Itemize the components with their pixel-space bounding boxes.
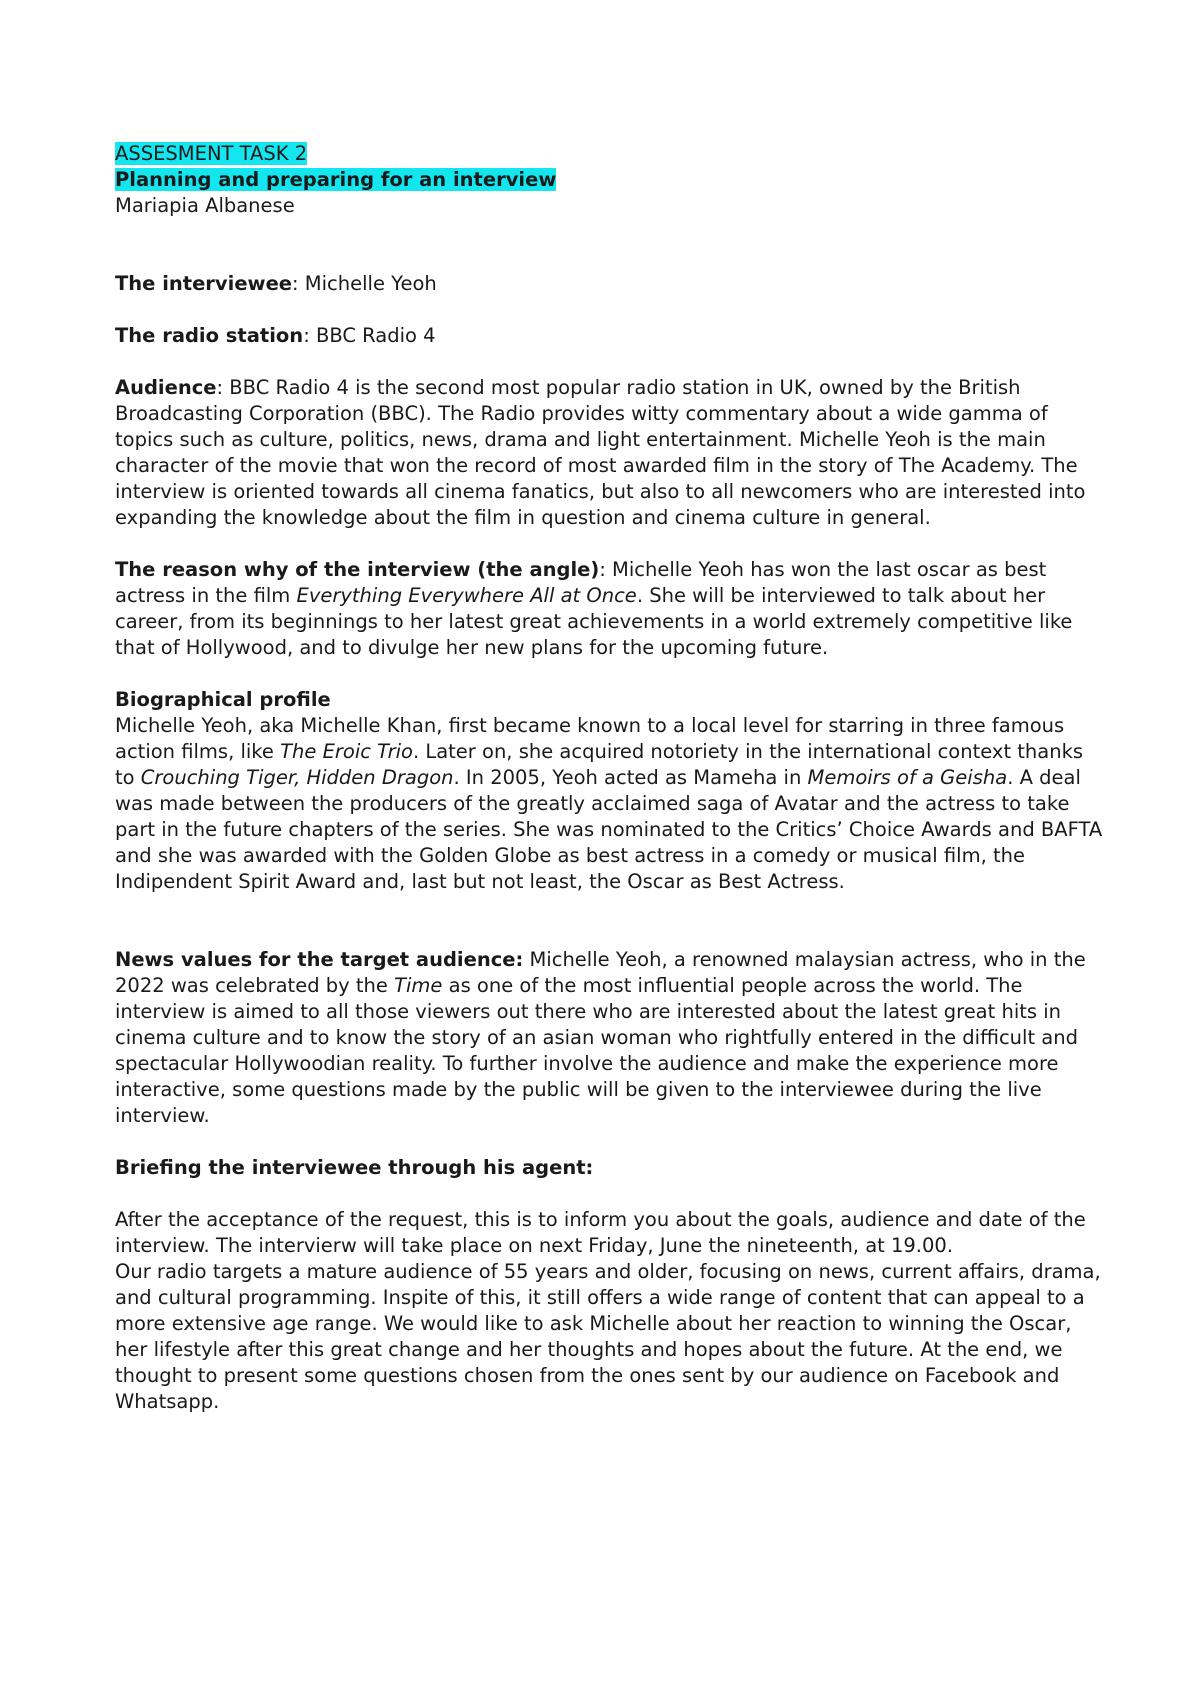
subtitle-line — [115, 167, 1105, 193]
audience-paragraph — [115, 375, 1105, 531]
news-values-paragraph — [115, 947, 1105, 1129]
bio-text-3: . In 2005, Yeoh acted as Mameha in — [453, 766, 808, 789]
document-header — [115, 141, 1105, 167]
bio-text-2: . Later on, she acquired notoriety in the international context thanks to — [115, 740, 1084, 789]
author-name: Mariapia Albanese — [115, 194, 295, 217]
bio-film-2: Crouching Tiger, Hidden Dragon — [140, 766, 454, 789]
radio-station-value: : BBC Radio 4 — [303, 324, 436, 347]
news-values-text-2: as one of the most influential people across the world. The interview is aimed to all those viewers out there who are interested about the latest great hits in cinema culture and to know the story of an asian woman who rightfully entered in the difficult and spectacular Hollywoodian reality. To further involve the audience and make the experience more interactive, some questions made by the public will be given to the interviewee during the live interview. — [115, 974, 1078, 1127]
document-page — [115, 141, 1105, 1415]
briefing-paragraph-1: After the acceptance of the request, this is to inform you about the goals, audience and date of the interview. The intervierw will take place on next Friday, June the nineteenth, at 19.00. — [115, 1208, 1086, 1257]
bio-heading: Biographical profile — [115, 688, 331, 711]
interviewee-value: : Michelle Yeoh — [292, 272, 437, 295]
audience-label: Audience — [115, 376, 217, 399]
bio-film-3: Memoirs of a Geisha — [807, 766, 1008, 789]
angle-film-title: Everything Everywhere All at Once — [296, 584, 637, 607]
angle-text-after: . She will be interviewed to talk about her career, from its beginnings to her latest great achievements in a world extremely competitive like that of Hollywood, and to divulge her new plans for the upcoming future. — [115, 584, 1073, 659]
angle-label: The reason why of the interview (the angle) — [115, 558, 600, 581]
bio-film-1: The Eroic Trio — [280, 740, 413, 763]
interviewee-paragraph — [115, 271, 1105, 297]
bio-paragraph — [115, 713, 1105, 895]
interviewee-label: The interviewee — [115, 272, 293, 295]
angle-paragraph — [115, 557, 1105, 661]
news-values-text-1: Michelle Yeoh, a renowned malaysian actress, who in the 2022 was celebrated by the — [115, 948, 1086, 997]
radio-station-paragraph — [115, 323, 1105, 349]
briefing-heading: Briefing the interviewee through his agent: — [115, 1156, 594, 1179]
news-values-label: News values for the target audience: — [115, 948, 524, 971]
document-subtitle: Planning and preparing for an interview — [115, 168, 557, 191]
bio-text-1: Michelle Yeoh, aka Michelle Khan, first became known to a local level for starring in three famous action films, like — [115, 714, 1065, 763]
audience-text: : BBC Radio 4 is the second most popular radio station in UK, owned by the British Broadcasting Corporation (BBC). The Radio provides witty commentary about a wide gamma of topics such as culture, politics, news, drama and light entertainment. Michelle Yeoh is the main character of the movie that won the record of most awarded film in the story of The Academy. The interview is oriented towards all cinema fanatics, but also to all newcomers who are interested into expanding the knowledge about the film in question and cinema culture in general. — [115, 376, 1086, 529]
angle-text-before: : Michelle Yeoh has won the last oscar as best actress in the film — [115, 558, 1047, 607]
bio-text-4: . A deal was made between the producers of the greatly acclaimed saga of Avatar and the actress to take part in the future chapters of the series. She was nominated to the Critics’ Choice Awards and BAFTA and she was awarded with the Golden Globe as best actress in a comedy or musical film, the Indipendent Spirit Award and, last but not least, the Oscar as Best Actress. — [115, 766, 1103, 893]
radio-station-label: The radio station — [115, 324, 304, 347]
news-values-magazine: Time — [394, 974, 443, 997]
task-title: ASSESMENT TASK 2 — [115, 142, 308, 165]
briefing-paragraph-2: Our radio targets a mature audience of 55 years and older, focusing on news, current affairs, drama, and cultural programming. Inspite of this, it still offers a wide range of content that can appeal to a more extensive age range. We would like to ask Michelle about her reaction to winning the Oscar, her lifestyle after this great change and her thoughts and hopes about the future. At the end, we thought to present some questions chosen from the ones sent by our audience on Facebook and Whatsapp. — [115, 1260, 1101, 1413]
